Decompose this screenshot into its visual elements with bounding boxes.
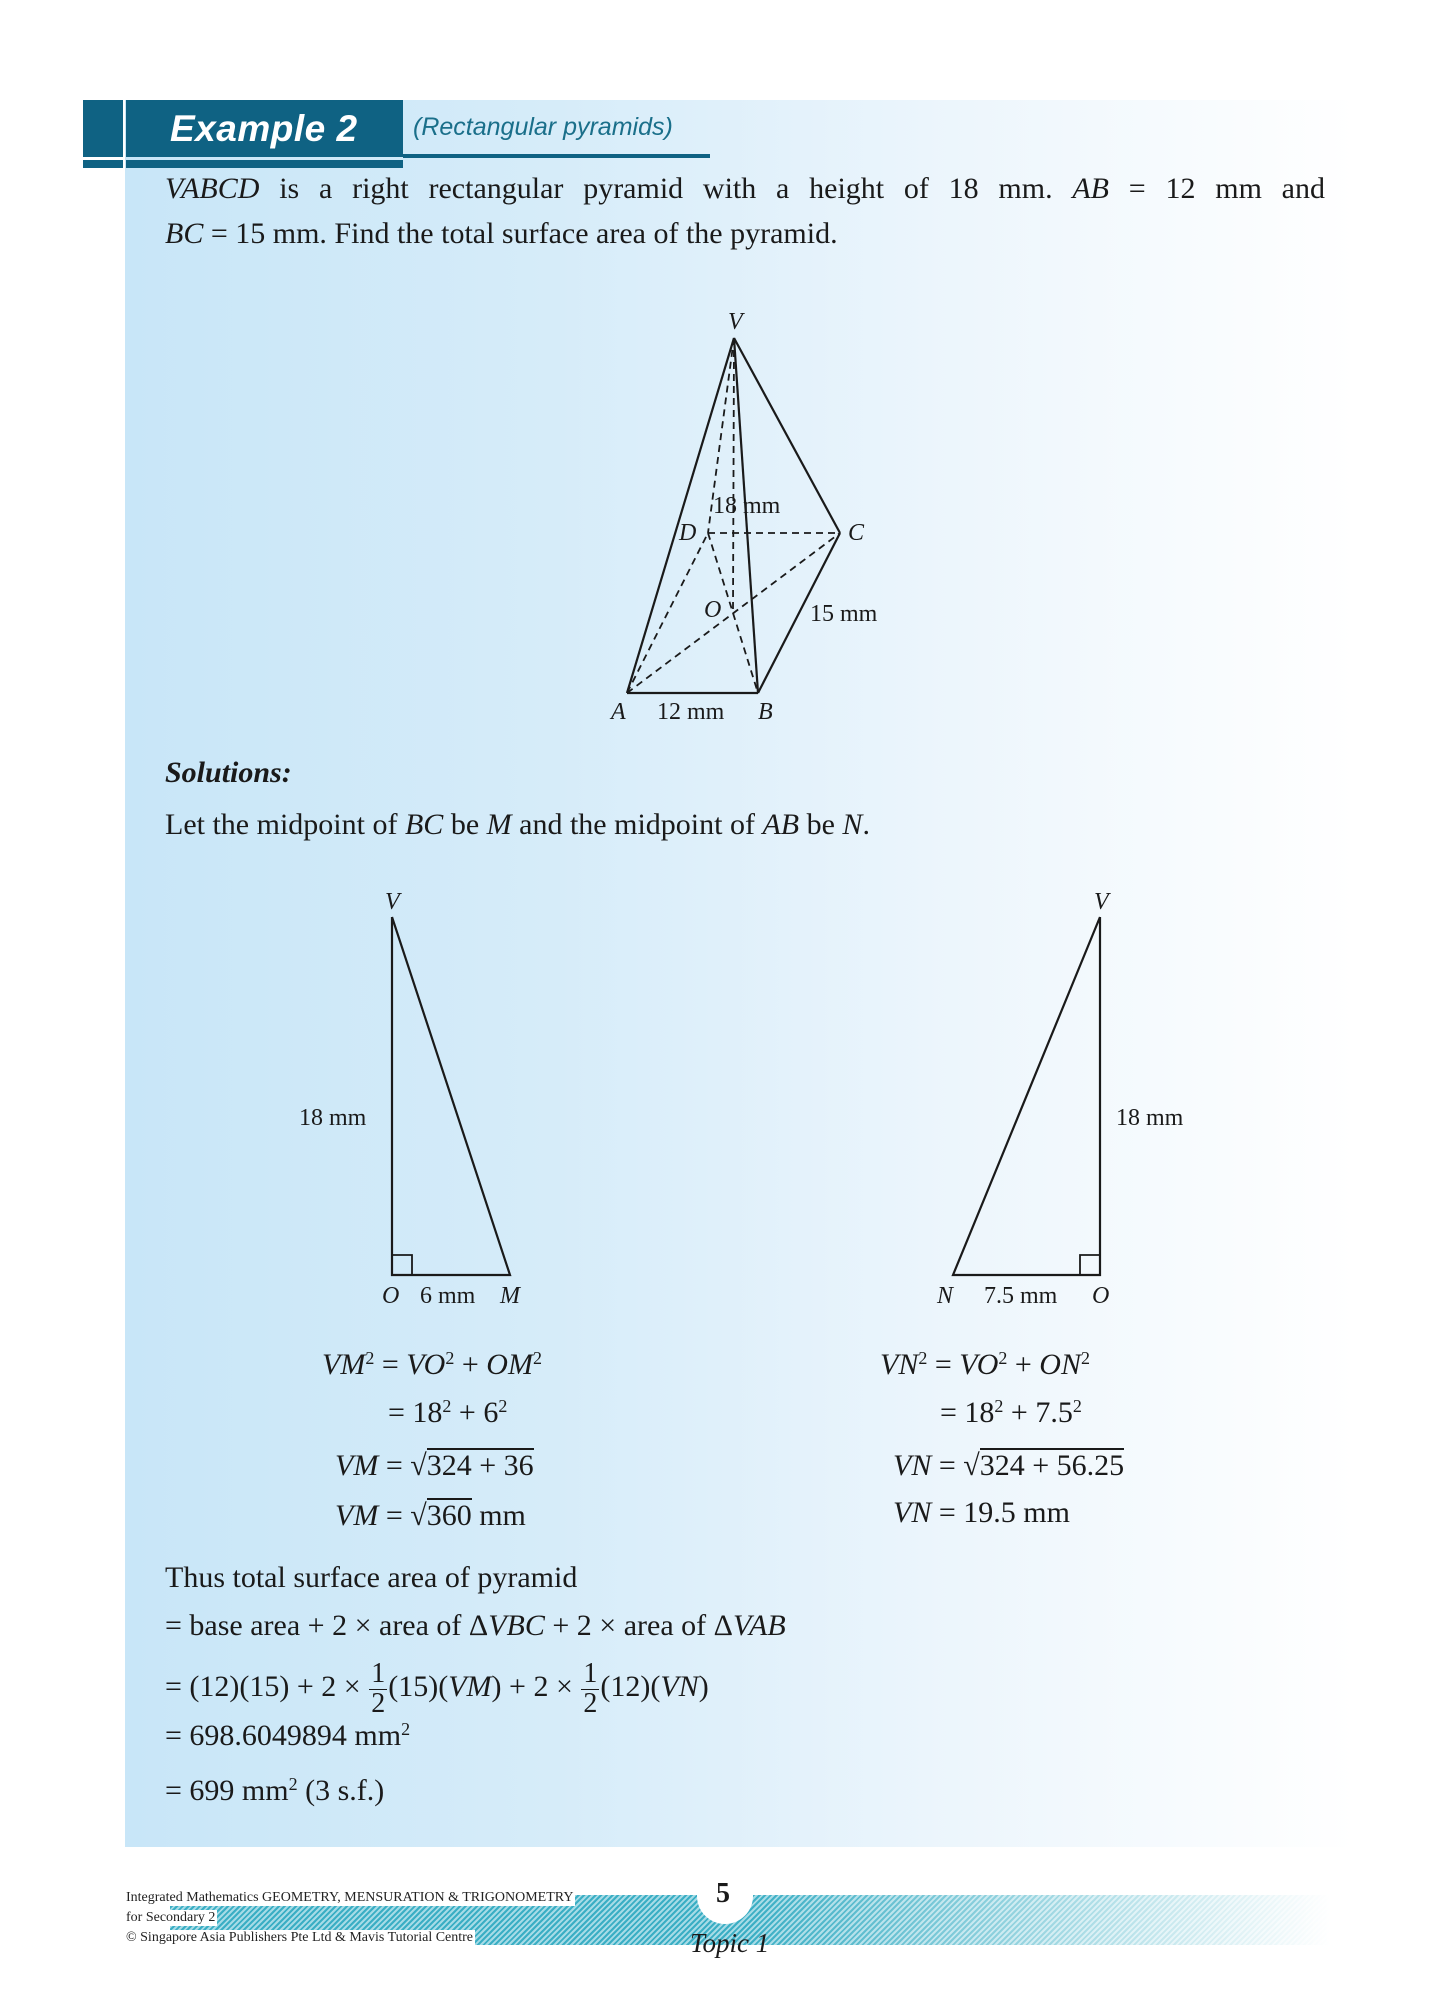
math-text: + 6 bbox=[451, 1396, 499, 1429]
tri2-n-label: N bbox=[937, 1283, 954, 1309]
exponent: 2 bbox=[1072, 1396, 1082, 1417]
math-text: = bbox=[931, 1449, 964, 1482]
radicand: 324 + 36 bbox=[426, 1449, 534, 1482]
problem-text: = 12 mm and bbox=[1109, 172, 1326, 205]
exponent: 2 bbox=[288, 1774, 298, 1795]
vertex-d-label: D bbox=[679, 520, 697, 546]
math-text: ) + 2 × bbox=[491, 1669, 581, 1703]
math-var: VN bbox=[893, 1449, 932, 1482]
math-text: (3 s.f.) bbox=[297, 1774, 385, 1807]
math-text: (12)( bbox=[600, 1669, 661, 1703]
text: be bbox=[799, 808, 843, 841]
exponent: 2 bbox=[445, 1348, 455, 1369]
tri2-o-label: O bbox=[1092, 1283, 1110, 1309]
page-number: 5 bbox=[716, 1878, 730, 1909]
math-text: = bbox=[378, 1449, 411, 1482]
vertex-c-label: C bbox=[848, 520, 865, 546]
math-var: VAB bbox=[732, 1609, 786, 1642]
eq-vn-line-3: VN = √324 + 56.25 bbox=[893, 1449, 1125, 1482]
text: Let the midpoint of bbox=[165, 808, 405, 841]
example-title: Example 2 bbox=[170, 108, 358, 149]
math-var: VN bbox=[880, 1348, 919, 1381]
vertex-a-label: A bbox=[611, 699, 626, 725]
denominator: 2 bbox=[583, 1688, 598, 1719]
math-var: VBC bbox=[488, 1609, 545, 1642]
math-text: (15)( bbox=[388, 1669, 449, 1703]
eq-vm-line-4: VM = √360 mm bbox=[335, 1499, 526, 1532]
numerator: 1 bbox=[583, 1658, 598, 1689]
math-var: VO bbox=[406, 1348, 446, 1381]
math-var: VN bbox=[893, 1496, 932, 1529]
text: . bbox=[862, 808, 870, 841]
edge-bc-label: 15 mm bbox=[810, 601, 878, 627]
edge-ab-label: 12 mm bbox=[657, 699, 725, 725]
eq-vm-line-1: $VM^2 = VO^2 + OM^2$ bbox=[322, 1348, 542, 1381]
math-text: = 19.5 mm bbox=[931, 1496, 1070, 1529]
total-line-2 bbox=[165, 1611, 786, 1641]
problem-text: is a right rectangular pyramid with a height of 18 mm. bbox=[259, 172, 1073, 205]
exponent: 2 bbox=[1080, 1348, 1090, 1369]
math-text: = base area + 2 × area of Δ bbox=[165, 1609, 489, 1642]
vertex-b-label: B bbox=[758, 699, 773, 725]
radicand: 324 + 56.25 bbox=[979, 1449, 1125, 1482]
numerator: 1 bbox=[371, 1658, 386, 1689]
vertex-v-label: V bbox=[728, 309, 743, 335]
total-intro: Thus total surface area of pyramid bbox=[165, 1561, 578, 1594]
edge-ab: AB bbox=[1072, 172, 1110, 205]
fraction-half bbox=[581, 1660, 599, 1718]
tri1-o-label: O bbox=[382, 1283, 400, 1309]
pyramid-name: VABCD bbox=[165, 172, 260, 205]
exponent: 2 bbox=[532, 1348, 542, 1369]
math-text: + 7.5 bbox=[1003, 1396, 1073, 1429]
denominator: 2 bbox=[371, 1688, 386, 1719]
math-var: VM bbox=[322, 1348, 366, 1381]
math-var: AB bbox=[762, 808, 800, 841]
math-text: = (12)(15) + 2 × bbox=[165, 1669, 369, 1703]
total-line-4 bbox=[165, 1721, 410, 1751]
exponent: 2 bbox=[998, 1348, 1008, 1369]
radicand: 360 bbox=[426, 1499, 472, 1532]
math-var: VM bbox=[448, 1669, 492, 1703]
solutions-intro bbox=[165, 810, 870, 840]
math-text: = bbox=[378, 1499, 411, 1532]
exponent: 2 bbox=[918, 1348, 928, 1369]
tri1-v-label: V bbox=[385, 889, 400, 915]
math-text: = 698.6049894 mm bbox=[165, 1719, 402, 1752]
math-var: VM bbox=[335, 1449, 379, 1482]
tri1-vo-label: 18 mm bbox=[299, 1105, 367, 1131]
eq-vn-line-1: $VN^2 = VO^2 + ON^2$ bbox=[880, 1348, 1090, 1381]
footer-book-title: Integrated Mathematics GEOMETRY, MENSURATION & TRIGONOMETRY bbox=[126, 1890, 574, 1905]
math-var: VN bbox=[660, 1669, 699, 1703]
tri2-on-label: 7.5 mm bbox=[984, 1283, 1058, 1309]
math-text: = 699 mm bbox=[165, 1774, 289, 1807]
math-text: = 18 bbox=[940, 1396, 995, 1429]
tri1-m-label: M bbox=[500, 1283, 520, 1309]
math-text: + 2 × area of Δ bbox=[544, 1609, 733, 1642]
math-text: = 18 bbox=[388, 1396, 443, 1429]
math-var: BC bbox=[404, 808, 444, 841]
tri2-vo-label: 18 mm bbox=[1116, 1105, 1184, 1131]
edge-bc: BC bbox=[165, 217, 204, 250]
total-line-3 bbox=[165, 1660, 709, 1718]
height-label: 18 mm bbox=[713, 493, 781, 519]
solutions-heading: Solutions: bbox=[165, 756, 292, 789]
text: and the midpoint of bbox=[511, 808, 763, 841]
total-line-5 bbox=[165, 1776, 384, 1806]
eq-vn-line-4 bbox=[893, 1498, 1070, 1528]
exponent: 2 bbox=[365, 1348, 375, 1369]
exponent: 2 bbox=[442, 1396, 452, 1417]
problem-text: = 15 mm. Find the total surface area of the pyramid. bbox=[203, 217, 838, 250]
example-subtitle: (Rectangular pyramids) bbox=[413, 113, 673, 141]
fraction-half bbox=[369, 1660, 387, 1718]
footer-level: for Secondary 2 bbox=[126, 1910, 216, 1925]
text: be bbox=[443, 808, 487, 841]
topic-label: Topic 1 bbox=[690, 1928, 770, 1958]
math-var: N bbox=[842, 808, 863, 841]
vertex-o-label: O bbox=[704, 597, 722, 623]
exponent: 2 bbox=[994, 1396, 1004, 1417]
math-var: OM bbox=[486, 1348, 533, 1381]
exponent: 2 bbox=[401, 1719, 411, 1740]
eq-vm-line-3: VM = √324 + 36 bbox=[335, 1449, 534, 1482]
tri2-v-label: V bbox=[1094, 889, 1109, 915]
exponent: 2 bbox=[498, 1396, 508, 1417]
tri1-om-label: 6 mm bbox=[420, 1283, 476, 1309]
math-var: VO bbox=[959, 1348, 999, 1381]
eq-vn-line-2 bbox=[940, 1398, 1082, 1428]
math-var: ON bbox=[1039, 1348, 1081, 1381]
math-text: ) bbox=[698, 1669, 709, 1703]
math-var: VM bbox=[335, 1499, 379, 1532]
unit: mm bbox=[471, 1499, 526, 1532]
math-var: M bbox=[486, 808, 512, 841]
eq-vm-line-2 bbox=[388, 1398, 507, 1428]
footer-copyright: © Singapore Asia Publishers Pte Ltd & Mavis Tutorial Centre bbox=[126, 1930, 474, 1945]
